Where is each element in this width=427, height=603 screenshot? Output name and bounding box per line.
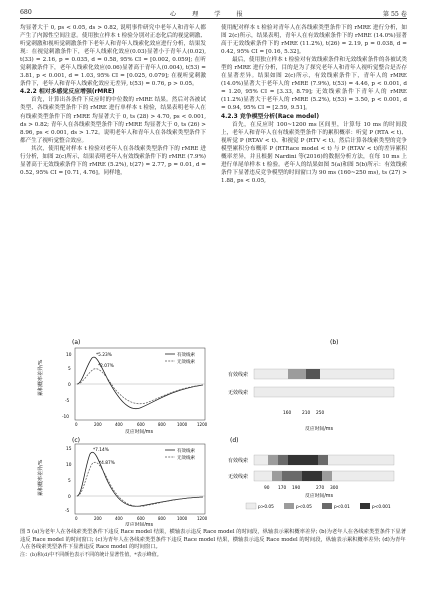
y-tick: -5 <box>65 509 70 514</box>
paragraph: 使用配对样本 t 检验对青年人在各线索类型条件下的 rMRE 进行分析，如图 2(c)所示，结果表明，青年人在有效线索条件下的 rMRE (14.0%)显著高于无效线索条件下的 rMRE (11.2%), t(26) = 2.19, p = 0.038, d = 0.42, 95% CI = [0.16, 5.32]。 <box>221 25 407 56</box>
row-label-valid-d: 有效线索 <box>228 458 249 464</box>
x-axis-label-a: 反应时间/ms <box>125 430 153 435</box>
y-tick: -10 <box>62 415 70 420</box>
sig-legend-swatch <box>322 503 332 509</box>
x-axis-label-d: 反应时间/ms <box>305 494 333 499</box>
sig-window-d <box>268 455 278 465</box>
sig-window-d <box>322 471 332 481</box>
x-tick: 190 <box>292 486 301 491</box>
sig-legend-label: p<0.05 <box>296 505 312 510</box>
x-tick: 270 <box>316 486 325 491</box>
invalid-cue-curve-c <box>77 462 203 506</box>
x-tick: 1000 <box>177 516 188 521</box>
paragraph: 均显著大于 0, ps < 0.05, ds > 0.82, 说明事件研究中老年人和青年人都产生了内源性空间注意。使用独立样本 t 检验分别对正态化后的视觉刺激、听觉刺激和视听觉刺激条件下老年人和青年人线索化效应进行分析，结果发现：在视觉刺激条件下，老年人线索化效应(0.03)显著小于青年人(0.02), t(33) = 2.16, p = 0.035, d = 0.58, 95% CI = [0.002, 0.059]; 在听觉刺激条件下，老年人线索化效应(0.06)显著高于青年人(0.004), t(53) = 3.81, p < 0.001, d = 1.03, 95% CI = [0.025, 0.079]; 在视听觉刺激条件下，老年人和青年人线索化效应无差异, t(53) = 0.76, p > 0.05。 <box>20 25 206 88</box>
sig-legend-label: p<0.01 <box>334 505 350 510</box>
sig-window-d <box>278 455 288 465</box>
volume-label: 第 55 卷 <box>382 11 407 18</box>
x-tick: 600 <box>137 422 145 427</box>
sig-window-d <box>318 455 328 465</box>
paragraph: 首先，计算出各条件下反应时的中位数的 rMRE 结果。然后对各被试类型、各线索类型条件下的 rMRE 进行单样本 t 检验，结果表明老年人在有线索类型条件下的 rMRE 均显著大于 0, ts (28) > 4.70, ps < 0.001, ds > 0.82; 青年人在各线索类型条件下的 rMRE 均显著大于 0, ts (26) > 8.96, ps < 0.001, ds > 1.72。说明老年人和青年人在各线索类型条件下都产生了视听觉整合效应。 <box>20 97 206 144</box>
y-tick: 5 <box>68 367 71 372</box>
y-tick: 10 <box>66 463 72 468</box>
x-tick: 1000 <box>177 422 188 427</box>
paragraph: 首先，在反应时 100~1200 ms 区间里，计算每 10 ms 的时间段上，老年人和青年人在有线索类型条件下的累积概率：听觉 P (RTA < t)、视听觉 P (RTAV < t)、和视觉 P (RTV < t)。然后计算各线索类型的竞争模型累积分布概率 P (RTRace model < t) 与 P (RTAV < t)的差异累积概率差异，并且根据 Nardini 等(2016)的数据分析方法，在每 10 ms 上进行单尾单样本 t 检验。老年人的结果如图 5(a)和图 5(b)所示：有效线索条件下显著违反竞争模型的时间窗口为 90 ms (160~250 ms), ts (27) > 1.88, ps < 0.05, <box>221 121 407 184</box>
legend-invalid: 无效线索 <box>177 360 195 365</box>
x-tick: 90 <box>264 486 270 491</box>
page-header <box>20 7 407 19</box>
x-tick: 600 <box>137 516 145 521</box>
caption-text: 图 5 (a)为老年人在各线索类型条件下违反 Race model 结果，横轴表示违反 Race model 的时间段，纵轴表示累积概率差异; (b)为老年人在各线索类型条件下显著违反 Race model 的时间窗口; (c)为青年人在各线索类型条件下违反 Race model 结果，横轴表示违反 Race model 的时间段，纵轴表示累积概率差异; (d)为青年人在各线索类型条件下显著违反 Race model 的时间窗口。 <box>20 529 407 551</box>
y-tick: 5 <box>68 479 71 484</box>
x-tick: 200 <box>94 422 102 427</box>
peak-annotation-valid-a: *5.23% <box>96 353 112 358</box>
sig-legend-label: p<0.001 <box>372 505 391 510</box>
legend-invalid: 无效线索 <box>177 456 195 461</box>
valid-row-bar-b <box>254 369 394 379</box>
x-tick: 200 <box>94 516 102 521</box>
y-tick: -5 <box>65 399 70 404</box>
x-tick: 170 <box>278 486 287 491</box>
x-axis-label-c: 反应时间/ms <box>125 523 153 526</box>
sig-window-b <box>288 369 306 379</box>
row-label-invalid-b: 无效线索 <box>228 390 249 396</box>
journal-title: 心 理 学 报 <box>170 11 250 18</box>
plot-frame-c <box>75 444 205 514</box>
row-label-invalid-d: 无效线索 <box>228 474 249 480</box>
figure-5 <box>20 336 407 526</box>
x-tick: 210 <box>302 411 311 416</box>
x-tick: 400 <box>115 422 123 427</box>
peak-annotation-invalid-c: *4.87% <box>99 461 115 466</box>
sig-legend-label: p>0.05 <box>258 505 274 510</box>
panel-d-label: (d) <box>230 437 239 444</box>
panel-c-label: (c) <box>72 437 80 444</box>
x-axis-label-b: 反应时间/ms <box>305 427 333 432</box>
y-axis-label-c: 累积概率差异/% <box>38 459 44 496</box>
x-tick: 1200 <box>197 516 208 521</box>
figure-svg <box>20 336 407 526</box>
x-tick: 300 <box>330 486 339 491</box>
left-column <box>20 24 206 177</box>
x-tick: 400 <box>115 516 123 521</box>
x-tick: 800 <box>158 516 166 521</box>
caption-note: 注：(b)和(d)中不同颜色表示不同的统计显著性值，*表示峰值。 <box>20 551 162 558</box>
sig-window-d <box>282 471 302 481</box>
sig-window-d <box>288 455 318 465</box>
section-heading: 4.2.3 竞争模型分析(Race model) <box>221 113 320 120</box>
page-number: 680 <box>20 9 32 16</box>
x-tick: 250 <box>316 411 325 416</box>
sig-window-d <box>272 471 282 481</box>
x-tick: 1200 <box>197 422 208 427</box>
row-label-valid-b: 有效线索 <box>228 372 249 378</box>
legend-valid: 有效线索 <box>177 353 195 358</box>
sig-window-b <box>306 369 320 379</box>
y-tick: 15 <box>66 447 72 452</box>
y-axis-label-a: 累积概率差异/% <box>38 359 44 396</box>
invalid-cue-curve-a <box>77 369 203 404</box>
x-tick: 800 <box>158 422 166 427</box>
peak-annotation-valid-c: *7.14% <box>93 448 109 453</box>
y-tick: 0 <box>68 495 71 500</box>
legend-valid: 有效线索 <box>177 449 195 454</box>
section-heading: 4.2.2 相对多感觉反应增强(rMRE) <box>20 89 115 96</box>
paragraph: 最后，使用独立样本 t 检验对有效线索条件和无效线索条件的各被试类型的 rMRE 进行分析，目的是为了探究老年人和青年人视听觉整合是否存在显著差异。结果如图 2(c)所示，有效线索条件下，青年人的 rMRE (14.0%)显著大于老年人的 rMRE (7.9%), t(53) = 4.46, p < 0.001, d = 1.20, 95% CI = [3.33, 8.79]; 无效线索条件下青年人的 rMRE (11.2%)显著大于老年人的 rMRE (5.2%), t(53) = 3.50, p < 0.001, d = 0.94, 95% CI = [2.59, 9.51]。 <box>221 57 407 112</box>
panel-a-label: (a) <box>72 339 81 346</box>
y-tick: 10 <box>66 353 72 358</box>
sig-legend-swatch <box>360 503 370 509</box>
panel-b-label: (b) <box>330 339 339 346</box>
sig-legend-swatch <box>246 503 256 509</box>
sig-window-d <box>302 471 322 481</box>
paragraph: 其次，使用配对样本 t 检验对老年人在各线索类型条件下的 rMRE 进行分析，如图 2(c)所示，结果表明老年人有效线索条件下的 rMRE (7.9%)显著高于无效线索条件下的 rMRE (5.2%), t(27) = 2.77, p = 0.01, d = 0.52, 95% CI = [0.71, 4.76]。同样地， <box>20 145 206 176</box>
invalid-row-bar-b <box>254 387 394 397</box>
peak-annotation-invalid-a: *2.07% <box>98 364 114 369</box>
x-tick: 160 <box>283 411 292 416</box>
figure-caption <box>20 529 407 559</box>
x-tick: 0 <box>75 516 78 521</box>
right-column <box>221 24 407 185</box>
sig-legend-swatch <box>284 503 294 509</box>
x-tick: 0 <box>75 422 78 427</box>
y-tick: 0 <box>68 383 71 388</box>
